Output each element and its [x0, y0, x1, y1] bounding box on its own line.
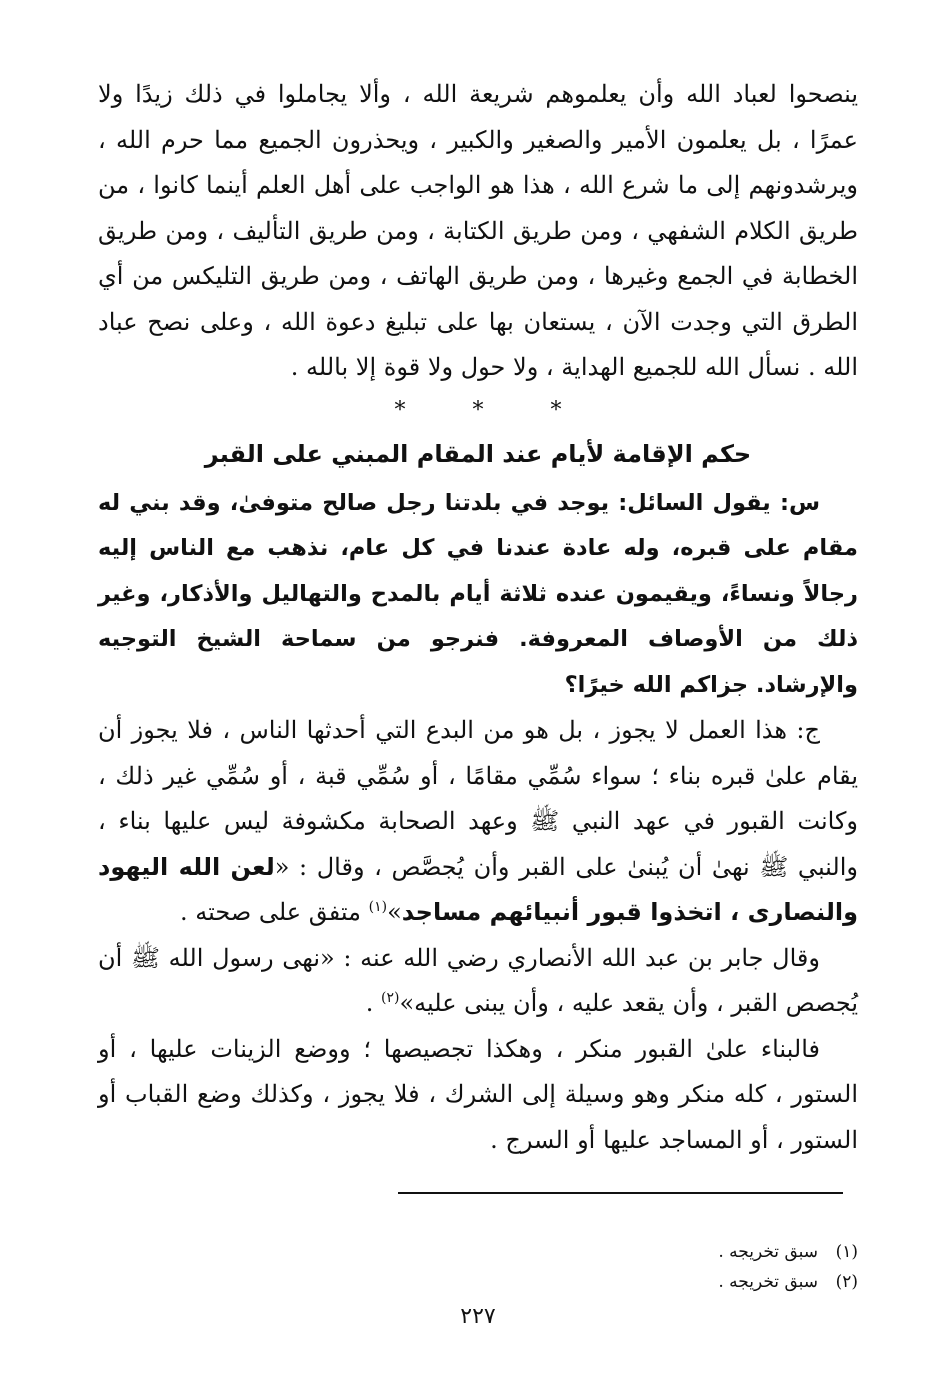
answer-ending: متفق على صحته . [179, 898, 369, 926]
question-paragraph: س: يقول السائل: يوجد في بلدتنا رجل صالح متوفىٰ، وقد بني له مقام على قبره، وله عادة عندنا في كل عام، نذهب مع الناس إليه رجالاً ونساءً، ويقيمون عنده ثلاثة أيام بالمدح والتهاليل والأذكار، وغير ذلك من الأوصاف المعروفة. فنرجو من سماحة الشيخ التوجيه والإرشاد. جزاكم الله خيرًا؟ [98, 489, 858, 698]
section-heading: حكم الإقامة لأيام عند المقام المبني على القبر [204, 439, 752, 468]
footnote-number: (٢) [835, 1272, 858, 1292]
jabir-paragraph [98, 936, 858, 1027]
jabir-end: . [365, 989, 382, 1017]
hadith-quote: لعن الله اليهود والنصارى ، اتخذوا قبور أنبيائهم مساجد [98, 852, 858, 926]
book-page [98, 72, 858, 1362]
conclusion-paragraph: فالبناء علىٰ القبور منكر ، وهكذا تجصيصها ؛ ووضع الزينات عليها ، أو الستور ، كله منكر وهو وسيلة إلى الشرك ، فلا يجوز ، وكذلك وضع القباب أو الستور ، أو المساجد عليها أو السرج . [98, 1034, 858, 1154]
page-number: ٢٢٧ [460, 1304, 496, 1329]
footnotes [98, 1237, 858, 1297]
intro-paragraph: ينصحوا لعباد الله وأن يعلموهم شريعة الله ، وألا يجاملوا في ذلك زيدًا ولا عمرًا ، بل يعلمون الأمير والصغير والكبير ، ويحذرون الجميع مما حرم الله ، ويرشدونهم إلى ما شرع الله ، هذا هو الواجب على أهل العلم أينما كانوا ، من طريق الكلام الشفهي ، ومن طريق الكتابة ، ومن طريق التأليف ، ومن طريق الخطابة في الجمع وغيرها ، ومن طريق الهاتف ، ومن طريق التليكس من أي الطرق التي وجدت الآن ، يستعان بها على تبليغ دعوة الله ، وعلى نصح عباد الله . نسأل الله للجميع الهداية ، ولا حول ولا قوة إلا بالله . [98, 80, 859, 381]
quote-close: » [387, 898, 402, 926]
footnote-text: سبق تخريجه . [718, 1272, 818, 1292]
section-separator: * * * [394, 397, 562, 423]
footnote-ref-2[interactable]: (٢) [381, 990, 400, 1006]
footnote-item [98, 1237, 858, 1267]
jabir-text: وقال جابر بن عبد الله الأنصاري رضي الله عنه : «نهى رسول الله ﷺ أن يُجصص القبر ، وأن يقعد عليه ، وأن يبنى عليه» [98, 943, 858, 1017]
footnote-ref-1[interactable]: (١) [368, 899, 388, 915]
footnote-divider [398, 1192, 843, 1194]
footnote-text: سبق تخريجه . [718, 1242, 818, 1262]
answer-text: ج: هذا العمل لا يجوز ، بل هو من البدع التي أحدثها الناس ، فلا يجوز أن يقام علىٰ قبره بناء ؛ سواء سُمِّي مقامًا ، أو سُمِّي قبة ، أو سُمِّي غير ذلك ، وكانت القبور في عهد النبي ﷺ وعهد الصحابة مكشوفة ليس عليها بناء ، والنبي ﷺ نهىٰ أن يُبنىٰ على القبر وأن يُجصَّص ، وقال : « [98, 716, 858, 881]
footnote-number: (١) [835, 1242, 858, 1262]
answer-paragraph [98, 708, 858, 936]
footnote-item [98, 1267, 858, 1297]
